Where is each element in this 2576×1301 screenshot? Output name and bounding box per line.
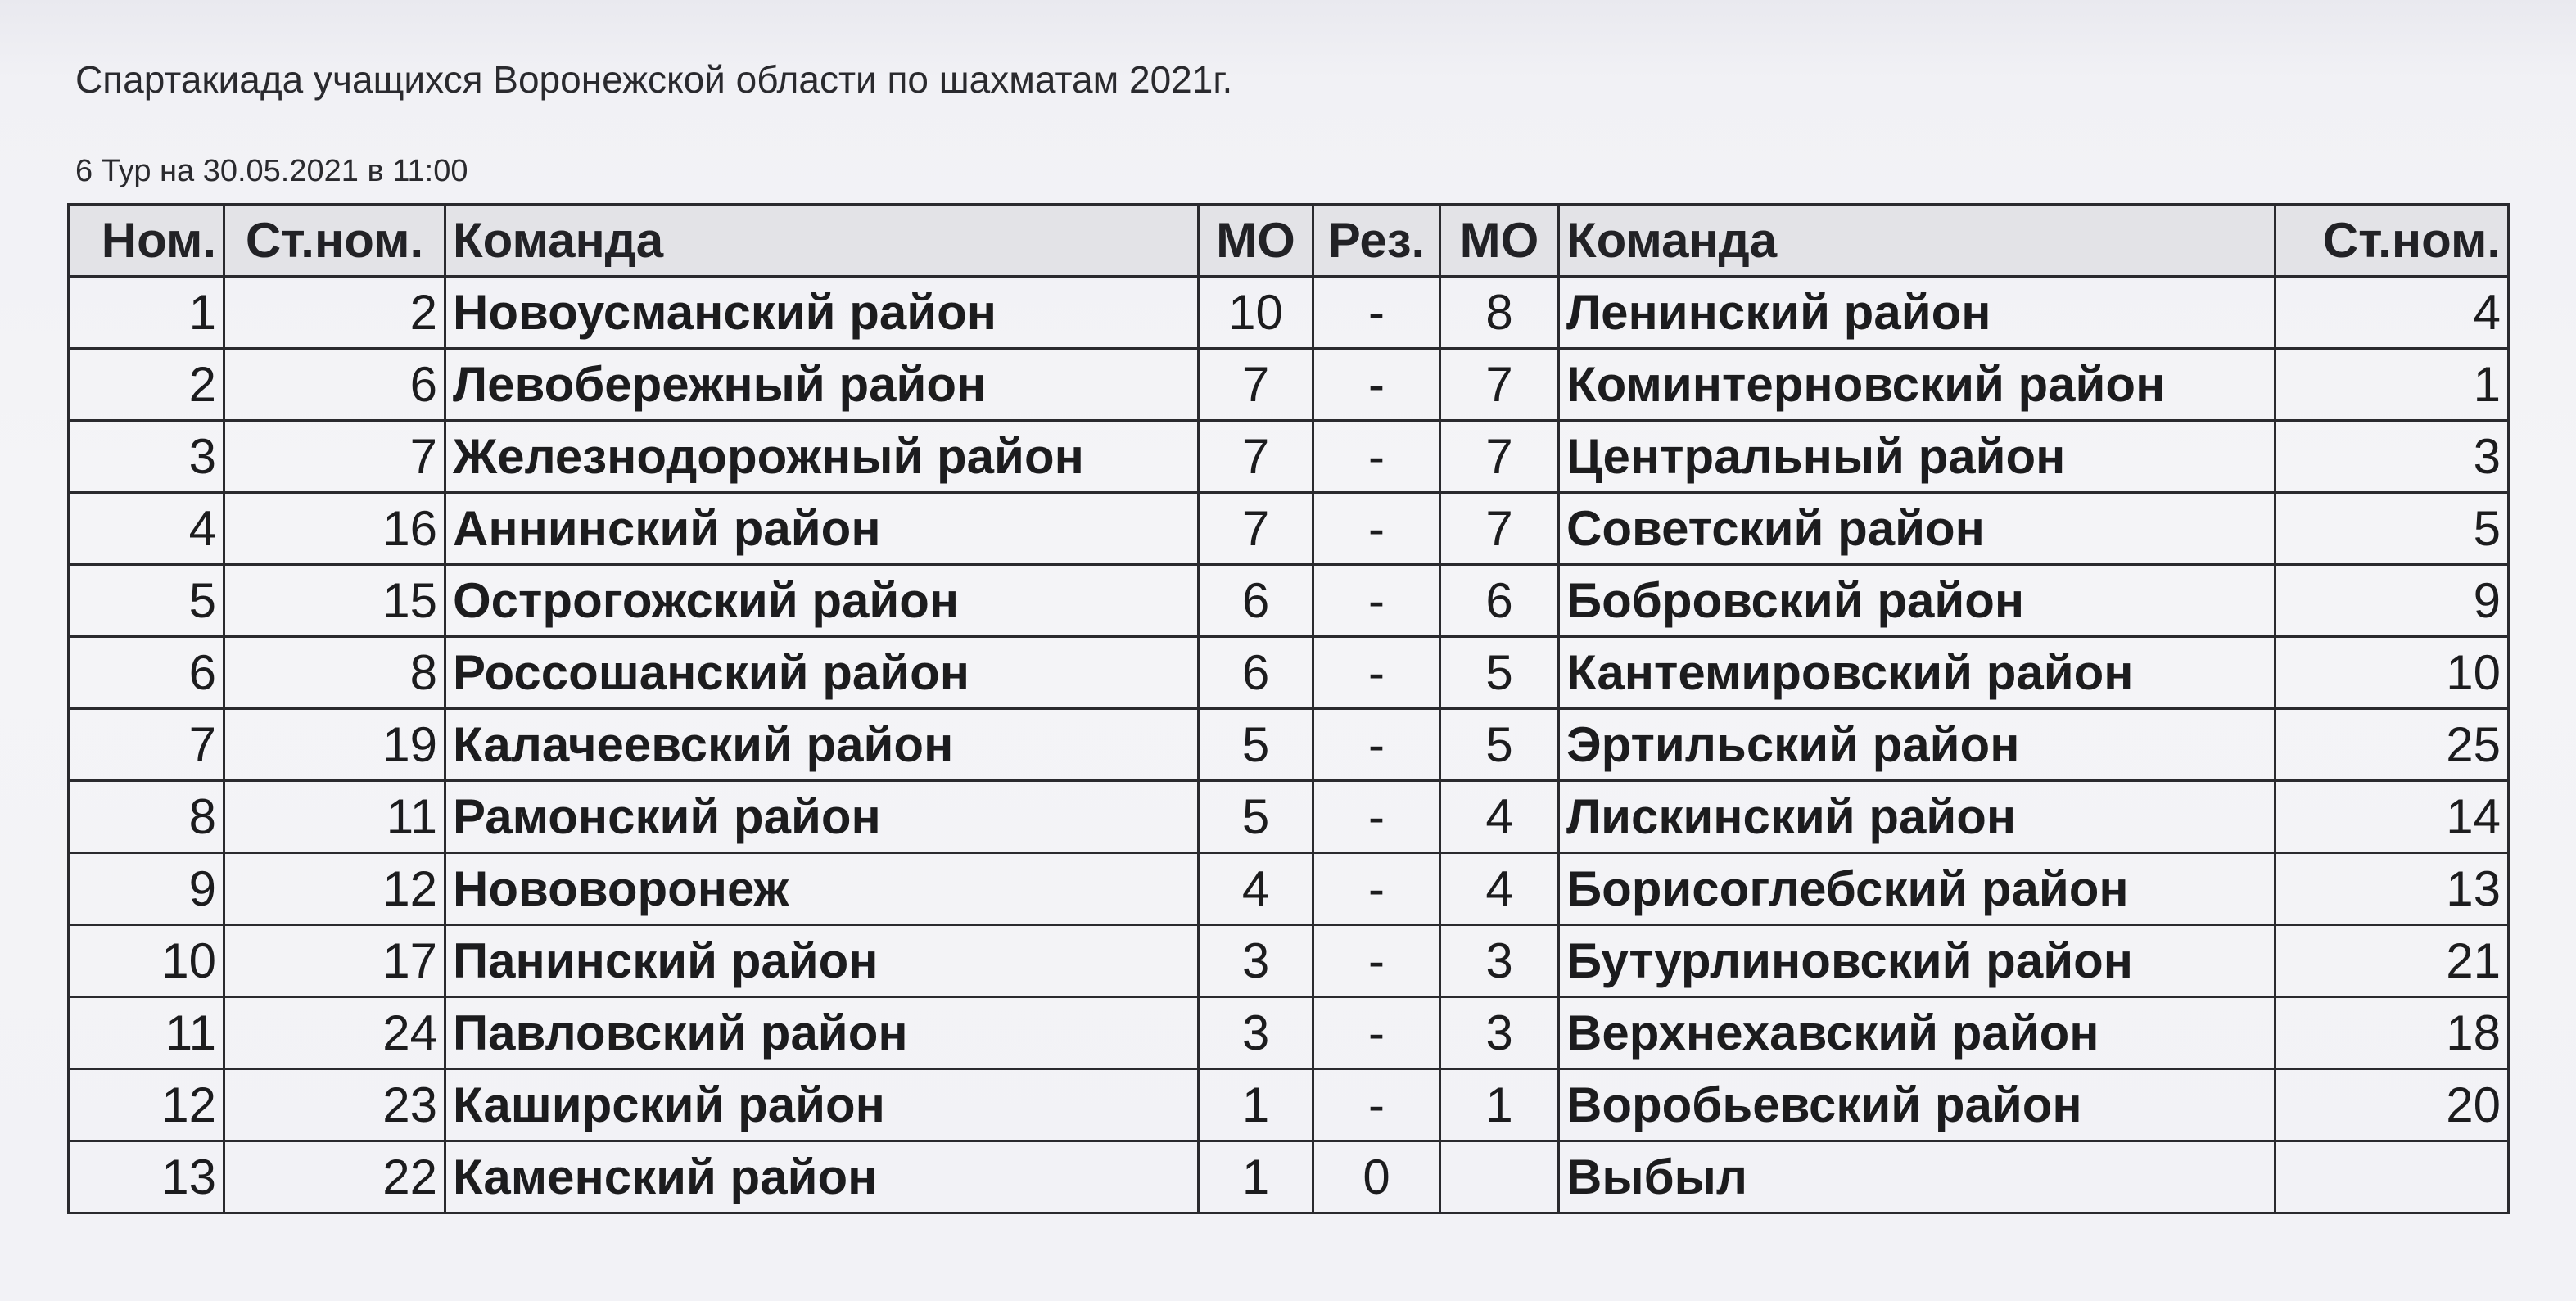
- cell-result: -: [1313, 493, 1440, 565]
- header-mo-right: МО: [1440, 205, 1559, 277]
- table-row: [69, 925, 2509, 997]
- cell-st-nom-right: 1: [2275, 349, 2509, 421]
- cell-mo-right: 4: [1440, 853, 1559, 925]
- cell-st-nom-right: 14: [2275, 781, 2509, 853]
- cell-mo-right: 7: [1440, 493, 1559, 565]
- cell-st-nom-left: 11: [224, 781, 445, 853]
- table-row: [69, 709, 2509, 781]
- cell-team-left: Острогожский район: [445, 565, 1199, 637]
- table-row: [69, 1141, 2509, 1213]
- table-row: [69, 493, 2509, 565]
- cell-mo-left: 10: [1199, 277, 1313, 349]
- header-st-nom-right: Ст.ном.: [2275, 205, 2509, 277]
- cell-mo-left: 3: [1199, 997, 1313, 1069]
- cell-team-right: Бобровский район: [1559, 565, 2275, 637]
- cell-team-left: Аннинский район: [445, 493, 1199, 565]
- cell-st-nom-right: 13: [2275, 853, 2509, 925]
- cell-mo-right: 7: [1440, 349, 1559, 421]
- table-row: [69, 349, 2509, 421]
- header-st-nom-left: Ст.ном.: [224, 205, 445, 277]
- cell-team-right: Советский район: [1559, 493, 2275, 565]
- cell-mo-right: [1440, 1141, 1559, 1213]
- cell-nom: 2: [69, 349, 224, 421]
- cell-st-nom-right: 5: [2275, 493, 2509, 565]
- cell-nom: 9: [69, 853, 224, 925]
- cell-mo-right: 5: [1440, 637, 1559, 709]
- cell-nom: 3: [69, 421, 224, 493]
- cell-mo-left: 7: [1199, 349, 1313, 421]
- table-row: [69, 853, 2509, 925]
- cell-st-nom-right: 25: [2275, 709, 2509, 781]
- cell-mo-left: 7: [1199, 421, 1313, 493]
- cell-result: -: [1313, 925, 1440, 997]
- cell-team-left: Россошанский район: [445, 637, 1199, 709]
- cell-result: -: [1313, 637, 1440, 709]
- cell-result: -: [1313, 853, 1440, 925]
- cell-mo-right: 6: [1440, 565, 1559, 637]
- cell-st-nom-left: 24: [224, 997, 445, 1069]
- header-nom: Ном.: [69, 205, 224, 277]
- cell-nom: 7: [69, 709, 224, 781]
- cell-team-left: Калачеевский район: [445, 709, 1199, 781]
- cell-team-left: Каменский район: [445, 1141, 1199, 1213]
- cell-team-right: Воробьевский район: [1559, 1069, 2275, 1141]
- cell-team-right: Кантемировский район: [1559, 637, 2275, 709]
- header-team-left: Команда: [445, 205, 1199, 277]
- cell-team-right: Бутурлиновский район: [1559, 925, 2275, 997]
- cell-st-nom-right: 20: [2275, 1069, 2509, 1141]
- cell-st-nom-left: 12: [224, 853, 445, 925]
- cell-st-nom-left: 6: [224, 349, 445, 421]
- cell-st-nom-right: 3: [2275, 421, 2509, 493]
- cell-st-nom-left: 15: [224, 565, 445, 637]
- cell-st-nom-left: 17: [224, 925, 445, 997]
- cell-st-nom-left: 23: [224, 1069, 445, 1141]
- cell-mo-left: 3: [1199, 925, 1313, 997]
- table-row: [69, 637, 2509, 709]
- header-result: Рез.: [1313, 205, 1440, 277]
- table-row: [69, 997, 2509, 1069]
- cell-mo-left: 5: [1199, 709, 1313, 781]
- header-team-right: Команда: [1559, 205, 2275, 277]
- cell-mo-right: 3: [1440, 997, 1559, 1069]
- cell-st-nom-left: 16: [224, 493, 445, 565]
- cell-team-right: Коминтерновский район: [1559, 349, 2275, 421]
- table-body: [69, 277, 2509, 1213]
- cell-team-left: Левобережный район: [445, 349, 1199, 421]
- cell-mo-right: 7: [1440, 421, 1559, 493]
- table-row: [69, 421, 2509, 493]
- cell-team-left: Павловский район: [445, 997, 1199, 1069]
- header-row: [69, 205, 2509, 277]
- cell-mo-left: 5: [1199, 781, 1313, 853]
- cell-team-right: Выбыл: [1559, 1141, 2275, 1213]
- cell-team-left: Железнодорожный район: [445, 421, 1199, 493]
- pairings-table: [67, 203, 2510, 1214]
- table-row: [69, 565, 2509, 637]
- cell-mo-left: 7: [1199, 493, 1313, 565]
- cell-nom: 11: [69, 997, 224, 1069]
- cell-mo-left: 6: [1199, 637, 1313, 709]
- cell-team-left: Нововоронеж: [445, 853, 1199, 925]
- cell-nom: 10: [69, 925, 224, 997]
- cell-nom: 6: [69, 637, 224, 709]
- cell-result: -: [1313, 565, 1440, 637]
- cell-nom: 4: [69, 493, 224, 565]
- cell-result: 0: [1313, 1141, 1440, 1213]
- header-mo-left: МО: [1199, 205, 1313, 277]
- cell-mo-left: 6: [1199, 565, 1313, 637]
- cell-st-nom-right: 21: [2275, 925, 2509, 997]
- cell-mo-left: 1: [1199, 1069, 1313, 1141]
- cell-st-nom-left: 7: [224, 421, 445, 493]
- cell-st-nom-left: 2: [224, 277, 445, 349]
- cell-mo-left: 1: [1199, 1141, 1313, 1213]
- cell-team-left: Новоусманский район: [445, 277, 1199, 349]
- cell-team-right: Борисоглебский район: [1559, 853, 2275, 925]
- document-title: Спартакиада учащихся Воронежской области по шахматам 2021г.: [75, 58, 1233, 101]
- cell-team-right: Эртильский район: [1559, 709, 2275, 781]
- cell-nom: 12: [69, 1069, 224, 1141]
- cell-result: -: [1313, 709, 1440, 781]
- cell-result: -: [1313, 997, 1440, 1069]
- cell-team-left: Каширский район: [445, 1069, 1199, 1141]
- cell-mo-right: 4: [1440, 781, 1559, 853]
- cell-st-nom-right: 10: [2275, 637, 2509, 709]
- cell-result: -: [1313, 1069, 1440, 1141]
- table-row: [69, 781, 2509, 853]
- cell-mo-left: 4: [1199, 853, 1313, 925]
- cell-st-nom-left: 8: [224, 637, 445, 709]
- cell-team-right: Ленинский район: [1559, 277, 2275, 349]
- cell-mo-right: 3: [1440, 925, 1559, 997]
- cell-nom: 8: [69, 781, 224, 853]
- cell-st-nom-left: 19: [224, 709, 445, 781]
- cell-st-nom-right: 9: [2275, 565, 2509, 637]
- cell-team-left: Рамонский район: [445, 781, 1199, 853]
- cell-team-right: Центральный район: [1559, 421, 2275, 493]
- cell-nom: 13: [69, 1141, 224, 1213]
- cell-mo-right: 1: [1440, 1069, 1559, 1141]
- cell-nom: 1: [69, 277, 224, 349]
- cell-st-nom-right: 18: [2275, 997, 2509, 1069]
- round-info: 6 Тур на 30.05.2021 в 11:00: [75, 154, 468, 188]
- cell-mo-right: 5: [1440, 709, 1559, 781]
- cell-st-nom-right: [2275, 1141, 2509, 1213]
- cell-result: -: [1313, 781, 1440, 853]
- table-row: [69, 1069, 2509, 1141]
- cell-team-right: Верхнехавский район: [1559, 997, 2275, 1069]
- cell-team-left: Панинский район: [445, 925, 1199, 997]
- cell-st-nom-right: 4: [2275, 277, 2509, 349]
- cell-result: -: [1313, 349, 1440, 421]
- table-row: [69, 277, 2509, 349]
- cell-st-nom-left: 22: [224, 1141, 445, 1213]
- cell-result: -: [1313, 277, 1440, 349]
- cell-mo-right: 8: [1440, 277, 1559, 349]
- cell-team-right: Лискинский район: [1559, 781, 2275, 853]
- cell-result: -: [1313, 421, 1440, 493]
- cell-nom: 5: [69, 565, 224, 637]
